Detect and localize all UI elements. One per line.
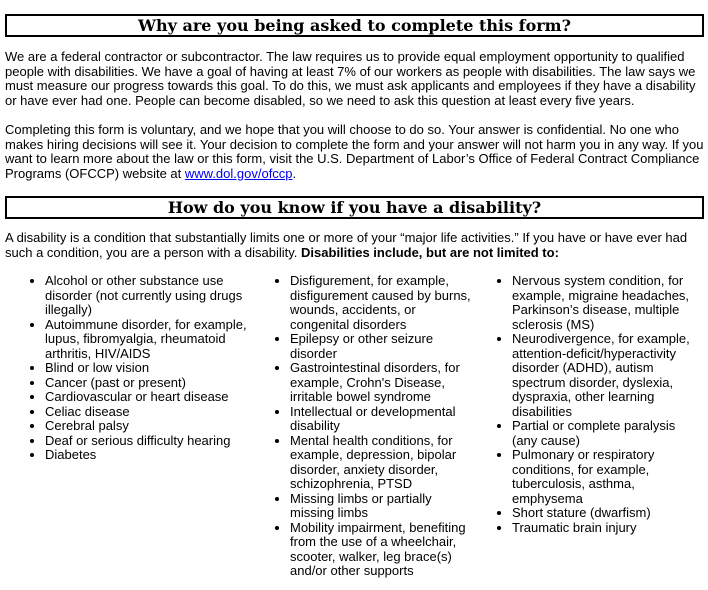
paragraph-voluntary-period: . <box>292 165 297 181</box>
disability-list-columns <box>5 274 704 579</box>
list-item: • Neurodivergence, for example, attention-deficit/hyperactivity disorder (ADHD), autism spectrum disorder, dyslexia, dyspraxia, other learning disabilities <box>512 332 704 419</box>
paragraph-voluntary-text: Completing this form is voluntary, and we hope that you will choose to do so. Your answer is confidential. No one who makes hiring decisions will see it. Your decision to complete the form and your answer will not harm you in any way. If you want to learn more about the law or this form, visit the U.S. Department of Labor’s Office of Federal Contract Compliance Programs (OFCCP) website at <box>5 122 704 181</box>
list-item: • Mental health conditions, for example, depression, bipolar disorder, anxiety disorder, schizophrenia, PTSD <box>290 434 472 492</box>
list-item: • Partial or complete paralysis (any cause) <box>512 419 704 448</box>
paragraph-federal-contractor: We are a federal contractor or subcontractor. The law requires us to provide equal employment opportunity to qualified people with disabilities. We have a goal of having at least 7% of our workers as people with disabilities. The law says we must measure our progress towards this goal. To do this, we must ask applicants and employees if they have a disability or have ever had one. People can become disabled, so we need to ask this question at least every five years. <box>5 49 696 108</box>
list-item: • Missing limbs or partially missing limbs <box>290 492 472 521</box>
list-item: • Pulmonary or respiratory conditions, for example, tuberculosis, asthma, emphysema <box>512 448 704 506</box>
disability-list-column-3 <box>472 274 704 535</box>
section-heading-why-box <box>5 14 704 37</box>
list-item: • Disfigurement, for example, disfigurement caused by burns, wounds, accidents, or congenital disorders <box>290 274 472 332</box>
section-heading-how-box <box>5 196 704 219</box>
list-item: • Intellectual or developmental disability <box>290 405 472 434</box>
disabilities-include-label: Disabilities include, but are not limited to: <box>301 244 559 260</box>
ofccp-website-link[interactable]: www.dol.gov/ofccp <box>184 165 293 181</box>
list-item: • Epilepsy or other seizure disorder <box>290 332 472 361</box>
list-item: • Cerebral palsy <box>45 419 250 434</box>
disability-list-column-2 <box>250 274 472 579</box>
list-item: • Alcohol or other substance use disorder (not currently using drugs illegally) <box>45 274 250 318</box>
list-item: • Mobility impairment, benefiting from the use of a wheelchair, scooter, walker, leg brace(s) and/or other supports <box>290 521 472 579</box>
list-item: • Blind or low vision <box>45 361 250 376</box>
list-item: • Deaf or serious difficulty hearing <box>45 434 250 449</box>
list-item: • Cardiovascular or heart disease <box>45 390 250 405</box>
list-item: • Traumatic brain injury <box>512 521 704 536</box>
list-item: • Diabetes <box>45 448 250 463</box>
paragraph-voluntary <box>5 123 704 181</box>
section-heading-why: Why are you being asked to complete this form? <box>138 16 571 35</box>
list-item: • Nervous system condition, for example, migraine headaches, Parkinson’s disease, multiple sclerosis (MS) <box>512 274 704 332</box>
paragraph-disability-definition <box>5 231 704 260</box>
disability-list-column-1 <box>5 274 250 463</box>
list-item: • Gastrointestinal disorders, for example, Crohn's Disease, irritable bowel syndrome <box>290 361 472 405</box>
disability-definition-text: A disability is a condition that substantially limits one or more of your “major life activities.” If you have or have ever had such a condition, you are a person with a disability. <box>5 230 688 260</box>
list-item: • Cancer (past or present) <box>45 376 250 391</box>
list-item: • Autoimmune disorder, for example, lupus, fibromyalgia, rheumatoid arthritis, HIV/AIDS <box>45 318 250 362</box>
list-item: • Short stature (dwarfism) <box>512 506 704 521</box>
list-item: • Celiac disease <box>45 405 250 420</box>
section-heading-how: How do you know if you have a disability? <box>167 198 542 217</box>
